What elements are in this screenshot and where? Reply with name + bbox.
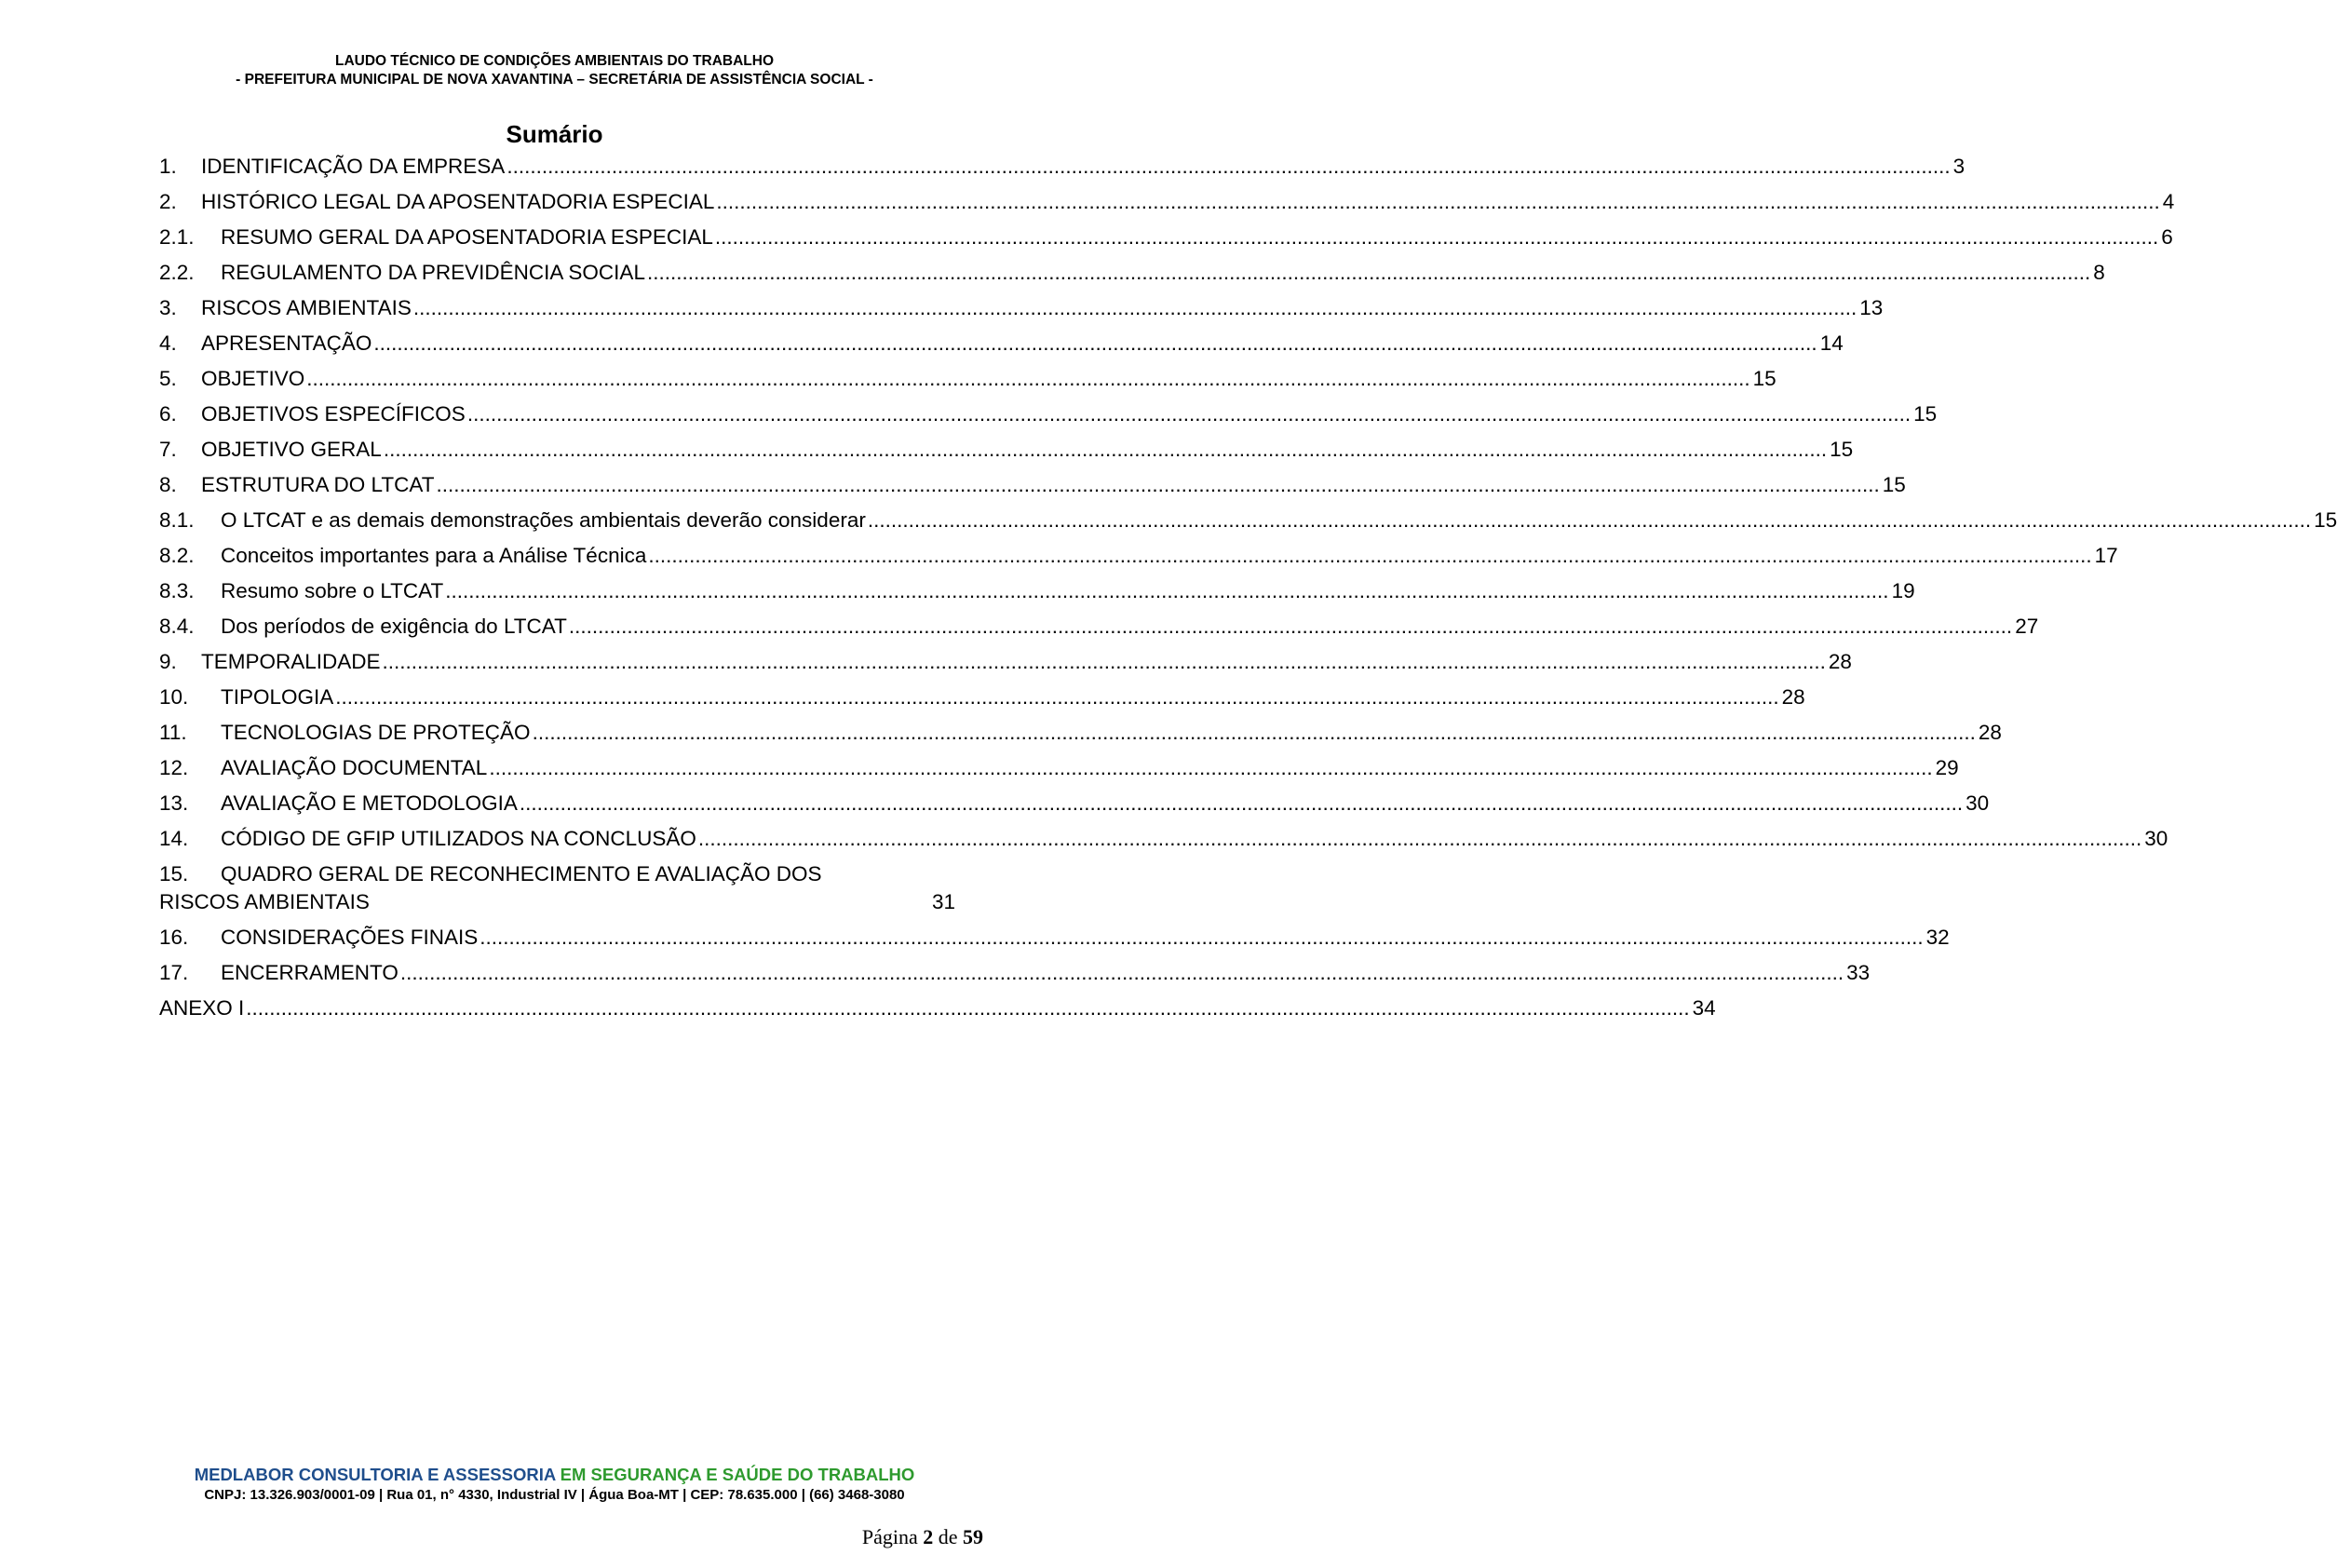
toc-entry-number: 11. (159, 721, 187, 744)
toc-entry[interactable] (159, 467, 1906, 503)
footer-address: CNPJ: 13.326.903/0001-09 | Rua 01, n° 4330, Industrial IV | Água Boa-MT | CEP: 78.635.000 | (66) 3468-3080 (204, 1487, 905, 1503)
table-of-contents (159, 149, 2337, 1026)
toc-entry-number: 8.3. (159, 579, 195, 602)
toc-entry[interactable] (159, 991, 1716, 1026)
toc-entry-title: AVALIAÇÃO DOCUMENTAL (221, 756, 488, 779)
toc-entry-number: 10. (159, 685, 189, 709)
footer-company (0, 1464, 1109, 1486)
toc-leader-dots (648, 538, 2091, 574)
toc-entry-title: RESUMO GERAL DA APOSENTADORIA ESPECIAL (221, 225, 713, 249)
toc-leader-dots (489, 750, 1932, 786)
toc-leader-dots (400, 955, 1844, 991)
toc-entry-number: 2.2. (159, 261, 195, 284)
toc-leader-dots (467, 397, 1911, 432)
toc-entry-page: 13 (1859, 296, 1884, 319)
toc-entry-page: 19 (1891, 579, 1915, 602)
toc-entry-page: 17 (2094, 544, 2118, 567)
toc-entry-title: Conceitos importantes para a Análise Técnica (221, 544, 647, 567)
toc-entry-title: Resumo sobre o LTCAT (221, 579, 444, 602)
page-total: 59 (963, 1525, 983, 1548)
toc-entry-number: 12. (159, 756, 189, 779)
page-label-sep: de (938, 1525, 958, 1548)
toc-entry[interactable] (159, 184, 2175, 220)
toc-entry-title: TECNOLOGIAS DE PROTEÇÃO (221, 721, 531, 744)
toc-entry-title: APRESENTAÇÃO (201, 331, 372, 355)
toc-leader-dots (480, 920, 1923, 955)
toc-entry-title: Dos períodos de exigência do LTCAT (221, 615, 567, 638)
page-label-prefix: Página (861, 1525, 918, 1548)
toc-entry-number: 4. (159, 331, 177, 355)
toc-entry-number: 8.1. (159, 508, 195, 532)
toc-title: Sumário (506, 120, 603, 148)
toc-entry[interactable] (159, 432, 1854, 467)
toc-entry-number: 1. (159, 155, 177, 178)
toc-leader-dots (569, 609, 2012, 644)
toc-entry-page: 3 (1952, 155, 1966, 178)
toc-entry-number: 5. (159, 367, 177, 390)
toc-entry[interactable] (159, 955, 1871, 991)
toc-entry-page: 28 (1828, 650, 1852, 673)
toc-entry[interactable] (159, 609, 2039, 644)
toc-entry-number: 15. (159, 862, 189, 885)
toc-entry-title: ENCERRAMENTO (221, 961, 399, 984)
toc-entry[interactable] (159, 680, 1805, 715)
toc-entry[interactable] (159, 920, 1950, 955)
toc-entry-title: HISTÓRICO LEGAL DA APOSENTADORIA ESPECIAL (201, 190, 715, 213)
toc-entry[interactable] (159, 220, 2173, 255)
toc-entry[interactable] (159, 538, 2118, 574)
toc-entry-page: 14 (1819, 331, 1844, 355)
toc-entry-number: 8.2. (159, 544, 195, 567)
toc-entry-title: OBJETIVO (201, 367, 305, 390)
toc-leader-dots (507, 149, 1950, 184)
toc-entry[interactable] (159, 644, 1852, 680)
toc-entry-number: 7. (159, 438, 177, 461)
toc-entry-page: 8 (2093, 261, 2105, 284)
toc-entry-page: 15 (2314, 508, 2337, 532)
toc-entry-number: 9. (159, 650, 177, 673)
toc-entry[interactable] (159, 786, 1990, 821)
toc-entry-title: OBJETIVO GERAL (201, 438, 382, 461)
footer-company-tagline: EM SEGURANÇA E SAÚDE DO TRABALHO (560, 1465, 915, 1484)
toc-entry-title: ESTRUTURA DO LTCAT (201, 473, 435, 496)
toc-entry-title: IDENTIFICAÇÃO DA EMPRESA (201, 155, 506, 178)
toc-entry-page: 29 (1935, 756, 1959, 779)
toc-entry[interactable] (159, 361, 1776, 397)
toc-entry-title: CONSIDERAÇÕES FINAIS (221, 926, 479, 949)
toc-entry[interactable] (159, 503, 2337, 538)
toc-leader-dots (306, 361, 1749, 397)
toc-leader-dots (436, 467, 1879, 503)
toc-entry-title: CÓDIGO DE GFIP UTILIZADOS NA CONCLUSÃO (221, 827, 696, 850)
toc-leader-dots (715, 220, 2158, 255)
toc-entry-number: 8.4. (159, 615, 195, 638)
toc-entry-page: 15 (1830, 438, 1854, 461)
toc-entry-title: AVALIAÇÃO E METODOLOGIA (221, 791, 518, 815)
toc-entry-number: 16. (159, 926, 189, 949)
toc-entry-page: 28 (1978, 721, 2002, 744)
toc-entry-number: 3. (159, 296, 177, 319)
toc-entry-number: 2.1. (159, 225, 195, 249)
toc-entry[interactable] (159, 857, 955, 916)
page-number (862, 1525, 983, 1549)
toc-entry-title: QUADRO GERAL DE RECONHECIMENTO E AVALIAÇÃO DOS (221, 862, 822, 885)
toc-leader-dots (698, 821, 2141, 857)
toc-entry-title: OBJETIVOS ESPECÍFICOS (201, 402, 466, 426)
toc-entry-page: 30 (2144, 827, 2168, 850)
toc-entry-page: 32 (1925, 926, 1950, 949)
toc-entry[interactable] (159, 574, 1915, 609)
document-header (0, 52, 1109, 89)
toc-entry[interactable] (159, 255, 2105, 291)
toc-entry[interactable] (159, 397, 1938, 432)
toc-entry-page: 15 (1752, 367, 1776, 390)
toc-leader-dots (373, 326, 1817, 361)
footer-company-name: MEDLABOR CONSULTORIA E ASSESSORIA (194, 1465, 556, 1484)
toc-entry-number: 6. (159, 402, 177, 426)
document-footer (0, 1464, 1109, 1505)
toc-leader-dots (520, 786, 1963, 821)
toc-entry[interactable] (159, 326, 1844, 361)
toc-entry-page: 15 (1882, 473, 1906, 496)
toc-leader-dots (716, 184, 2159, 220)
page-current: 2 (923, 1525, 934, 1548)
toc-entry-page: 31 (931, 890, 955, 913)
header-line-2: - PREFEITURA MUNICIPAL DE NOVA XAVANTINA – SECRETÁRIA DE ASSISTÊNCIA SOCIAL - (236, 72, 873, 88)
toc-entry[interactable] (159, 821, 2168, 857)
toc-leader-dots (335, 680, 1778, 715)
toc-entry-title-cont: RISCOS AMBIENTAIS (159, 890, 370, 913)
toc-entry-page: 30 (1966, 791, 1990, 815)
toc-entry-page: 27 (2015, 615, 2039, 638)
toc-entry-title: ANEXO I (159, 996, 245, 1020)
toc-leader-dots (647, 255, 2090, 291)
toc-entry-number: 2. (159, 190, 177, 213)
toc-leader-dots (383, 644, 1826, 680)
toc-entry[interactable] (159, 291, 1884, 326)
toc-entry-page: 33 (1846, 961, 1871, 984)
toc-leader-dots (533, 715, 1976, 750)
toc-entry-page: 34 (1692, 996, 1716, 1020)
toc-entry-number: 8. (159, 473, 177, 496)
toc-leader-dots (445, 574, 1888, 609)
toc-leader-dots (413, 291, 1857, 326)
toc-entry-page: 4 (2162, 190, 2175, 213)
toc-entry-title: TEMPORALIDADE (201, 650, 381, 673)
toc-entry-number: 17. (159, 961, 189, 984)
toc-entry-page: 28 (1781, 685, 1805, 709)
toc-entry[interactable] (159, 750, 1959, 786)
toc-entry[interactable] (159, 149, 1966, 184)
toc-entry-title: REGULAMENTO DA PREVIDÊNCIA SOCIAL (221, 261, 645, 284)
toc-entry[interactable] (159, 715, 2002, 750)
toc-leader-dots (868, 503, 2311, 538)
toc-entry-page: 6 (2161, 225, 2173, 249)
toc-leader-dots (246, 991, 1689, 1026)
toc-entry-title: RISCOS AMBIENTAIS (201, 296, 412, 319)
toc-entry-title: TIPOLOGIA (221, 685, 334, 709)
header-line-1: LAUDO TÉCNICO DE CONDIÇÕES AMBIENTAIS DO TRABALHO (334, 53, 775, 69)
toc-entry-page: 15 (1913, 402, 1938, 426)
toc-entry-number: 14. (159, 827, 189, 850)
toc-entry-number: 13. (159, 791, 189, 815)
toc-leader-dots (384, 432, 1827, 467)
toc-entry-title: O LTCAT e as demais demonstrações ambientais deverão considerar (221, 508, 866, 532)
